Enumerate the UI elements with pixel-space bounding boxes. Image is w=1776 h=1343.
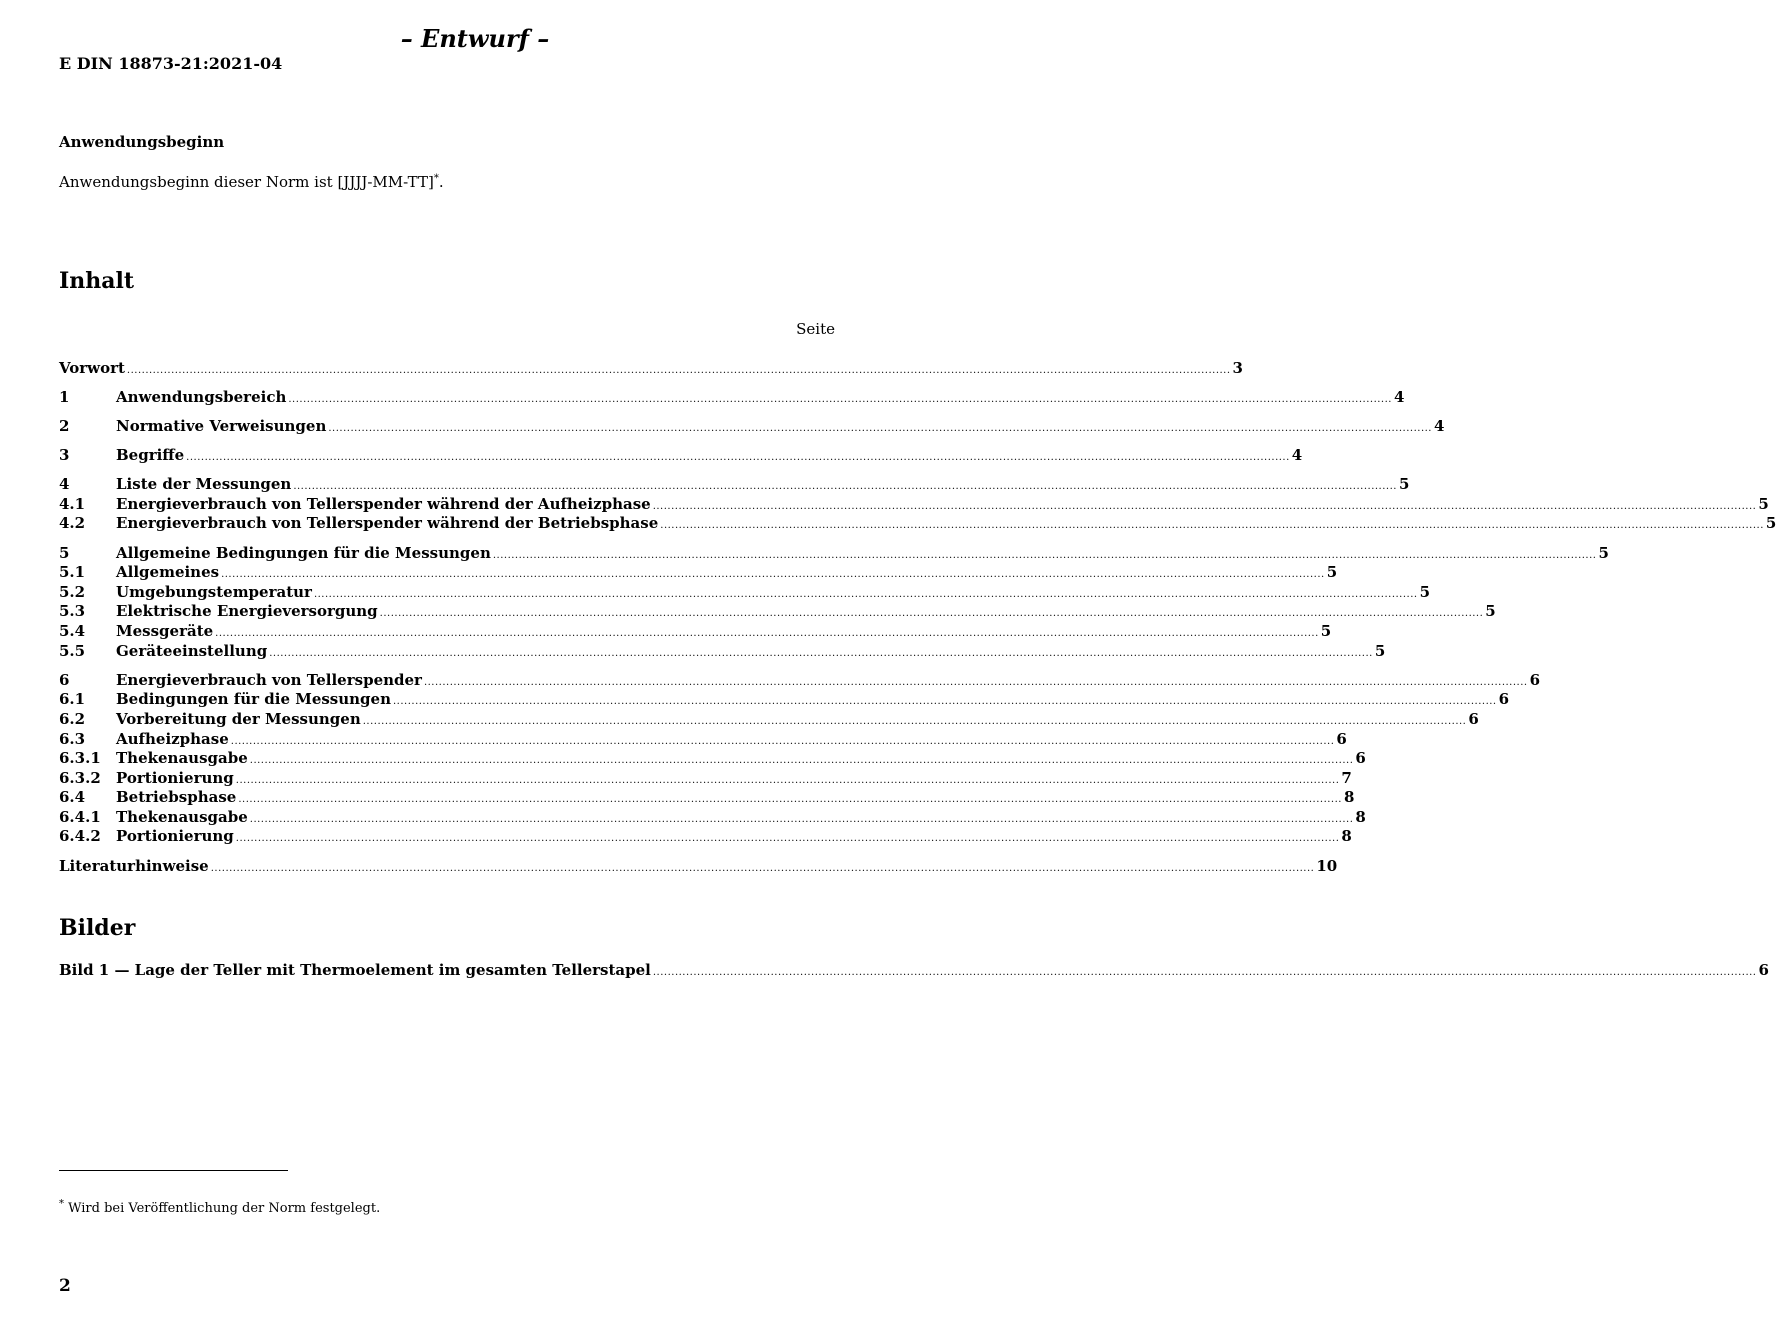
toc-leader-dots: ............................................................................................................................................................................................................................................................................................................ xyxy=(393,696,1497,707)
toc-entry[interactable] xyxy=(59,788,1355,808)
toc-entry-title: Betriebsphase xyxy=(116,788,237,806)
toc-entry-number: 6.2 xyxy=(59,710,86,728)
toc-entry-title: Thekenausgabe xyxy=(116,808,248,826)
toc-entry-number: 5.2 xyxy=(59,583,86,601)
figure-entry[interactable] xyxy=(59,961,1769,981)
toc-entry[interactable] xyxy=(59,602,1496,622)
toc-entry-title: Literaturhinweise xyxy=(59,857,209,875)
toc-entry-number: 5.3 xyxy=(59,602,86,620)
toc-entry[interactable] xyxy=(59,446,1303,466)
toc-entry-title: Geräteeinstellung xyxy=(116,642,268,660)
toc-entry[interactable] xyxy=(59,827,1352,847)
footnote-marker: * xyxy=(59,1198,64,1210)
toc-leader-dots: ............................................................................................................................................................................................................................................................................................................ xyxy=(186,452,1290,463)
toc-entry-title: Aufheizphase xyxy=(116,730,229,748)
toc-leader-dots: ............................................................................................................................................................................................................................................................................................................ xyxy=(221,569,1325,580)
toc-entry-title: Vorbereitung der Messungen xyxy=(116,710,361,728)
toc-entry[interactable] xyxy=(59,671,1541,691)
toc-entry[interactable] xyxy=(59,710,1479,730)
figure-entry-title: Bild 1 — Lage der Teller mit Thermoelement im gesamten Tellerstapel xyxy=(59,961,651,979)
toc-entry-page: 4 xyxy=(1393,388,1405,406)
toc-leader-dots: ............................................................................................................................................................................................................................................................................................................ xyxy=(230,736,1335,747)
toc-entry-title: Energieverbrauch von Tellerspender während der Betriebsphase xyxy=(116,514,659,532)
toc-entry-number: 2 xyxy=(59,417,70,435)
toc-entry-page: 6 xyxy=(1355,749,1366,767)
toc-entry-page: 8 xyxy=(1343,788,1355,806)
toc-entry-title: Liste der Messungen xyxy=(116,475,292,493)
toc-entry[interactable] xyxy=(59,690,1510,710)
toc-entry-page: 5 xyxy=(1485,602,1496,620)
toc-entry-number: 3 xyxy=(59,446,70,464)
toc-entry[interactable] xyxy=(59,388,1405,408)
toc-entry[interactable] xyxy=(59,769,1352,789)
toc-entry-page: 6 xyxy=(1498,690,1510,708)
toc-leader-dots: ............................................................................................................................................................................................................................................................................................................ xyxy=(210,863,1315,874)
toc-leader-dots: ............................................................................................................................................................................................................................................................................................................ xyxy=(423,677,1528,688)
toc-leader-dots: ............................................................................................................................................................................................................................................................................................................ xyxy=(269,648,1373,659)
toc-leader-dots: ............................................................................................................................................................................................................................................................................................................ xyxy=(328,423,1432,434)
toc-entry[interactable] xyxy=(59,514,1776,534)
toc-entry-page: 8 xyxy=(1355,808,1366,826)
toc-entry-title: Elektrische Energieversorgung xyxy=(116,602,378,620)
figure-entry-page: 6 xyxy=(1758,961,1769,979)
toc-entry-page: 5 xyxy=(1320,622,1332,640)
toc-entry-page: 6 xyxy=(1468,710,1479,728)
toc-entry-page: 5 xyxy=(1765,514,1776,532)
toc-entry-number: 4.2 xyxy=(59,514,86,532)
toc-entry-title: Portionierung xyxy=(116,769,234,787)
toc-entry-number: 4 xyxy=(59,475,70,493)
toc-entry-page: 5 xyxy=(1419,583,1431,601)
figures-heading: Bilder xyxy=(59,915,136,941)
toc-entry[interactable] xyxy=(59,622,1332,642)
toc-entry[interactable] xyxy=(59,544,1609,564)
toc-entry-number: 5.5 xyxy=(59,642,86,660)
toc-entry-page: 5 xyxy=(1598,544,1609,562)
document-id: E DIN 18873-21:2021-04 xyxy=(59,54,283,73)
toc-leader-dots: ............................................................................................................................................................................................................................................................................................................ xyxy=(235,775,1340,786)
toc-leader-dots: ............................................................................................................................................................................................................................................................................................................ xyxy=(288,394,1392,405)
toc-entry[interactable] xyxy=(59,749,1366,769)
toc-entry-number: 6.4 xyxy=(59,788,86,806)
toc-entry-page: 4 xyxy=(1291,446,1303,464)
figure-leader-dots: ............................................................................................................................................................................................................................................................................................................ xyxy=(652,967,1757,978)
toc-entry-page: 5 xyxy=(1758,495,1769,513)
toc-leader-dots: ............................................................................................................................................................................................................................................................................................................ xyxy=(249,755,1354,766)
toc-entry-page: 5 xyxy=(1326,563,1338,581)
toc-leader-dots: ............................................................................................................................................................................................................................................................................................................ xyxy=(249,814,1354,825)
toc-leader-dots: ............................................................................................................................................................................................................................................................................................................ xyxy=(660,520,1764,531)
toc-entry-page: 5 xyxy=(1374,642,1386,660)
toc-entry[interactable] xyxy=(59,642,1386,662)
application-text-end: . xyxy=(438,173,444,191)
toc-leader-dots: ............................................................................................................................................................................................................................................................................................................ xyxy=(652,501,1757,512)
toc-entry[interactable] xyxy=(59,359,1243,379)
toc-entry-number: 4.1 xyxy=(59,495,86,513)
toc-entry-number: 5.4 xyxy=(59,622,86,640)
toc-entry-title: Begriffe xyxy=(116,446,185,464)
toc-entry-page: 7 xyxy=(1341,769,1352,787)
toc-entry-title: Allgemeine Bedingungen für die Messungen xyxy=(116,544,491,562)
toc-leader-dots: ............................................................................................................................................................................................................................................................................................................ xyxy=(293,481,1397,492)
toc-entry-page: 10 xyxy=(1316,857,1338,875)
toc-entry-page: 6 xyxy=(1529,671,1541,689)
toc-leader-dots: ............................................................................................................................................................................................................................................................................................................ xyxy=(492,550,1597,561)
toc-entry-title: Messgeräte xyxy=(116,622,214,640)
toc-entry-title: Energieverbrauch von Tellerspender xyxy=(116,671,422,689)
toc-entry-title: Bedingungen für die Messungen xyxy=(116,690,391,708)
footnote-text: Wird bei Veröffentlichung der Norm festgelegt. xyxy=(68,1201,381,1216)
toc-leader-dots: ............................................................................................................................................................................................................................................................................................................ xyxy=(238,794,1342,805)
toc-entry[interactable] xyxy=(59,730,1347,750)
page-number: 2 xyxy=(59,1276,71,1296)
toc-entry-page: 8 xyxy=(1341,827,1352,845)
footnote-marker[interactable]: * xyxy=(433,173,439,184)
toc-entry[interactable] xyxy=(59,495,1769,515)
toc-entry-number: 5.1 xyxy=(59,563,86,581)
toc-heading: Inhalt xyxy=(59,268,135,294)
toc-entry-title: Anwendungsbereich xyxy=(116,388,287,406)
footnote-rule xyxy=(59,1170,288,1171)
toc-entry[interactable] xyxy=(59,417,1445,437)
toc-leader-dots: ............................................................................................................................................................................................................................................................................................................ xyxy=(313,589,1418,600)
toc-entry-title: Vorwort xyxy=(59,359,125,377)
toc-entry-number: 6.4.2 xyxy=(59,827,101,845)
footnote xyxy=(59,1198,381,1216)
toc-leader-dots: ............................................................................................................................................................................................................................................................................................................ xyxy=(362,716,1467,727)
toc-entry-number: 6.1 xyxy=(59,690,86,708)
toc-entry-page: 3 xyxy=(1232,359,1243,377)
toc-page-label: Seite xyxy=(796,320,835,338)
toc-entry-number: 6.3.2 xyxy=(59,769,101,787)
toc-entry-page: 4 xyxy=(1434,417,1445,435)
toc-entry-title: Energieverbrauch von Tellerspender während der Aufheizphase xyxy=(116,495,651,513)
toc-leader-dots: ............................................................................................................................................................................................................................................................................................................ xyxy=(379,608,1484,619)
toc-entry[interactable] xyxy=(59,475,1410,495)
toc-entry[interactable] xyxy=(59,563,1338,583)
toc-leader-dots: ............................................................................................................................................................................................................................................................................................................ xyxy=(126,365,1231,376)
toc-entry-title: Thekenausgabe xyxy=(116,749,248,767)
toc-leader-dots: ............................................................................................................................................................................................................................................................................................................ xyxy=(215,628,1319,639)
application-heading: Anwendungsbeginn xyxy=(59,133,225,151)
toc-entry-title: Allgemeines xyxy=(116,563,220,581)
toc-entry[interactable] xyxy=(59,857,1338,877)
application-text-body: Anwendungsbeginn dieser Norm ist [JJJJ-MM-TT] xyxy=(59,173,434,191)
toc-entry-title: Umgebungstemperatur xyxy=(116,583,312,601)
application-text xyxy=(59,173,444,191)
toc-entry-number: 6 xyxy=(59,671,70,689)
toc-entry-number: 6.3.1 xyxy=(59,749,101,767)
toc-entry-number: 6.4.1 xyxy=(59,808,101,826)
toc-entry-title: Portionierung xyxy=(116,827,234,845)
toc-entry-title: Normative Verweisungen xyxy=(116,417,327,435)
toc-entry-page: 6 xyxy=(1336,730,1347,748)
draft-label: – Entwurf – xyxy=(400,24,550,53)
toc-entry[interactable] xyxy=(59,583,1431,603)
toc-entry-page: 5 xyxy=(1398,475,1410,493)
toc-entry-number: 6.3 xyxy=(59,730,86,748)
toc-entry[interactable] xyxy=(59,808,1366,828)
toc-entry-number: 5 xyxy=(59,544,70,562)
toc-leader-dots: ............................................................................................................................................................................................................................................................................................................ xyxy=(235,833,1340,844)
toc-entry-number: 1 xyxy=(59,388,70,406)
